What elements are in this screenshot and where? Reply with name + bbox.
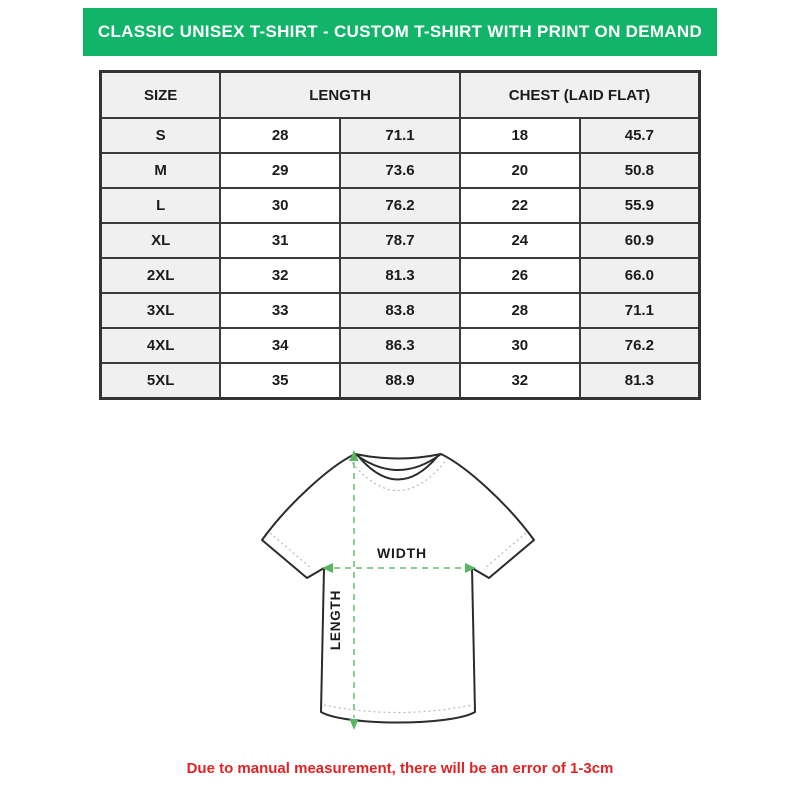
cell-length-in: 29 [220, 153, 340, 188]
cell-size: 5XL [101, 363, 221, 399]
width-label: WIDTH [377, 545, 427, 561]
table-row [101, 363, 700, 399]
cell-chest-in: 30 [460, 328, 580, 363]
table-row [101, 223, 700, 258]
tshirt-outline-icon [262, 454, 534, 723]
title-banner [83, 8, 717, 56]
cell-chest-cm: 45.7 [580, 118, 700, 153]
cell-length-in: 34 [220, 328, 340, 363]
cell-chest-cm: 50.8 [580, 153, 700, 188]
cell-chest-in: 20 [460, 153, 580, 188]
measurement-note: Due to manual measurement, there will be an error of 1-3cm [186, 760, 614, 777]
cell-length-cm: 86.3 [340, 328, 460, 363]
cell-chest-in: 28 [460, 293, 580, 328]
cell-chest-cm: 71.1 [580, 293, 700, 328]
cell-length-cm: 73.6 [340, 153, 460, 188]
size-table-header-row [101, 72, 700, 119]
cell-chest-cm: 81.3 [580, 363, 700, 399]
tshirt-diagram [250, 438, 550, 748]
cell-length-in: 30 [220, 188, 340, 223]
cell-length-in: 35 [220, 363, 340, 399]
table-row [101, 293, 700, 328]
cell-length-cm: 71.1 [340, 118, 460, 153]
column-header-size: SIZE [101, 72, 221, 119]
table-row [101, 188, 700, 223]
cell-chest-cm: 60.9 [580, 223, 700, 258]
cell-length-cm: 76.2 [340, 188, 460, 223]
cell-size: M [101, 153, 221, 188]
cell-length-in: 28 [220, 118, 340, 153]
cell-length-in: 31 [220, 223, 340, 258]
cell-chest-in: 24 [460, 223, 580, 258]
cell-length-cm: 88.9 [340, 363, 460, 399]
cell-length-cm: 83.8 [340, 293, 460, 328]
cell-chest-in: 32 [460, 363, 580, 399]
cell-length-in: 32 [220, 258, 340, 293]
cell-size: 3XL [101, 293, 221, 328]
table-row [101, 153, 700, 188]
cell-size: S [101, 118, 221, 153]
cell-chest-in: 18 [460, 118, 580, 153]
cell-chest-cm: 66.0 [580, 258, 700, 293]
cell-chest-in: 26 [460, 258, 580, 293]
column-header-chest: CHEST (LAID FLAT) [460, 72, 700, 119]
page-title: CLASSIC UNISEX T-SHIRT - CUSTOM T-SHIRT WITH PRINT ON DEMAND [97, 22, 703, 41]
size-table [99, 70, 701, 400]
cell-length-cm: 78.7 [340, 223, 460, 258]
cell-size: 4XL [101, 328, 221, 363]
cell-chest-cm: 55.9 [580, 188, 700, 223]
table-row [101, 118, 700, 153]
cell-length-in: 33 [220, 293, 340, 328]
column-header-length: LENGTH [220, 72, 460, 119]
cell-size: XL [101, 223, 221, 258]
table-row [101, 258, 700, 293]
length-label: LENGTH [328, 589, 343, 651]
cell-size: 2XL [101, 258, 221, 293]
cell-chest-cm: 76.2 [580, 328, 700, 363]
cell-size: L [101, 188, 221, 223]
cell-chest-in: 22 [460, 188, 580, 223]
cell-length-cm: 81.3 [340, 258, 460, 293]
table-row [101, 328, 700, 363]
